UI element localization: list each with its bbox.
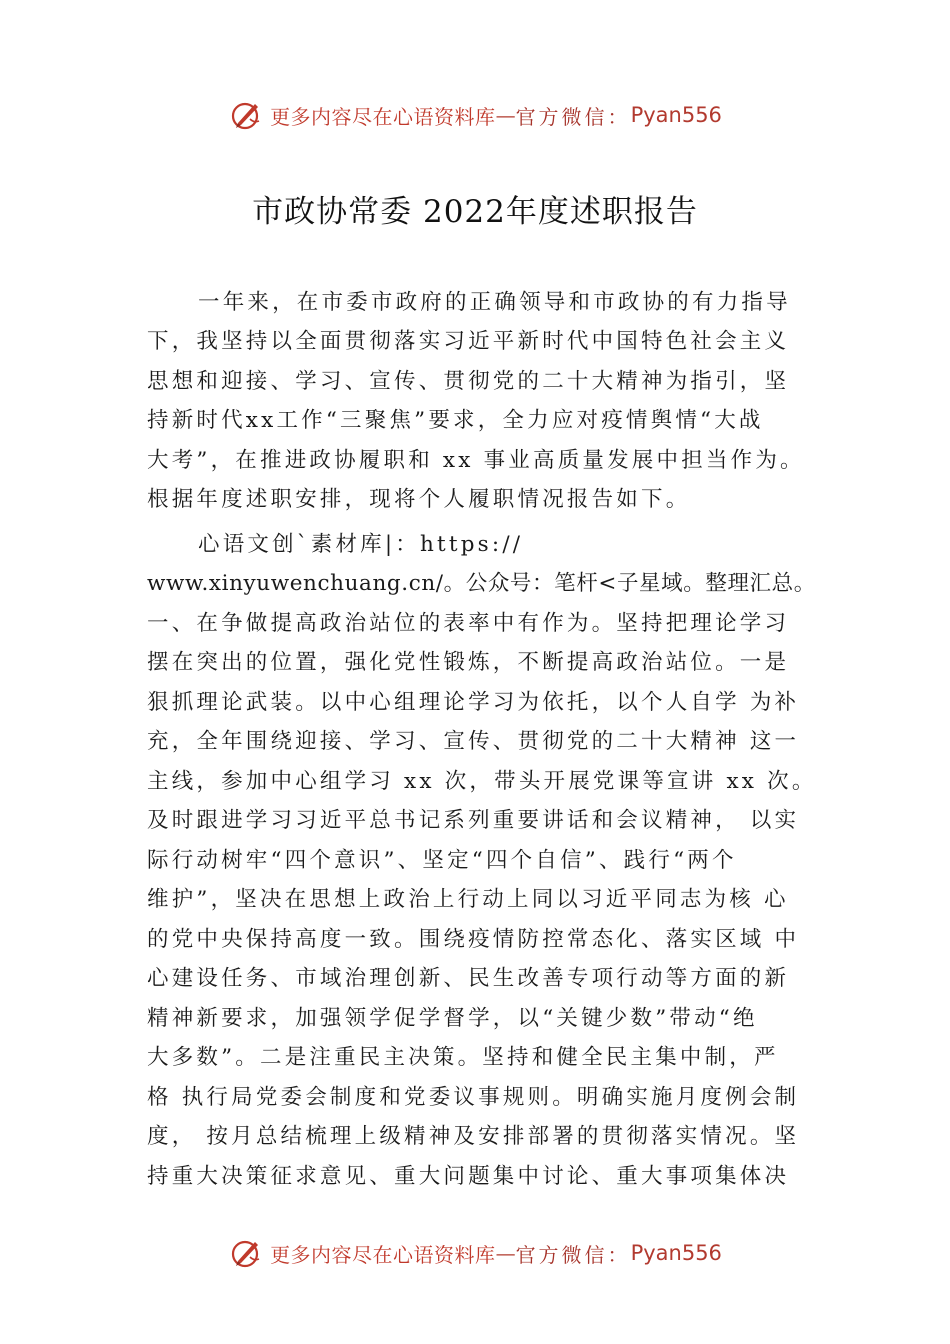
banner-separator: — xyxy=(495,103,516,127)
body-line: 主线，参加中心组学习 xx 次，带头开展党课等宣讲 xx 次。 xyxy=(147,769,817,794)
body-line: 大多数”。二是注重民主决策。坚持和健全民主集中制，严 xyxy=(147,1045,779,1070)
banner-text: 更多内容尽在心语资料库 xyxy=(270,1242,496,1267)
body-line: 一年来，在市委市政府的正确领导和市政协的有力指导 xyxy=(198,290,791,315)
body-line: 大考”，在推进政协履职和 xx 事业高质量发展中担当作为。 xyxy=(147,448,805,473)
body-line: 格 执行局党委会制度和党委议事规则。明确实施月度例会制 xyxy=(147,1085,800,1110)
body-line: 精神新要求，加强领学促学督学，以“关键少数”带动“绝 xyxy=(147,1006,758,1031)
footer-banner xyxy=(0,1233,950,1273)
body-line: 摆在突出的位置，强化党性锻炼，不断提高政治站位。一是 xyxy=(147,650,790,675)
body-line: 及时跟进学习习近平总书记系列重要讲话和会议精神， 以实 xyxy=(147,808,800,833)
banner-separator: — xyxy=(495,1241,516,1265)
pen-on-circle-icon xyxy=(228,97,264,133)
body-line: 思想和迎接、学习、宣传、贯彻党的二十大精神为指引，坚 xyxy=(147,369,790,394)
body-line: 一、在争做提高政治站位的表率中有作为。坚持把理论学习 xyxy=(147,611,790,636)
wechat-id: Pyan556 xyxy=(630,1241,722,1265)
banner-label: 官方微信： xyxy=(515,1242,631,1267)
body-line: 根据年度述职安排，现将个人履职情况报告如下。 xyxy=(147,487,691,512)
body-line: 心建设任务、市域治理创新、民生改善专项行动等方面的新 xyxy=(147,966,790,991)
wechat-id: Pyan556 xyxy=(630,103,722,127)
body-line: 持重大决策征求意见、重大问题集中讨论、重大事项集体决 xyxy=(147,1164,790,1189)
body-line: 度， 按月总结梳理上级精神及安排部署的贯彻落实情况。坚 xyxy=(147,1124,800,1149)
header-banner xyxy=(0,95,950,135)
body-line: 持新时代xx工作“三聚焦”要求，全力应对疫情舆情“大战 xyxy=(147,408,764,433)
body-line: 际行动树牢“四个意识”、坚定“四个自信”、践行“两个 xyxy=(147,848,737,873)
banner-label: 官方微信： xyxy=(515,104,631,129)
body-line: 的党中央保持高度一致。围绕疫情防控常态化、落实区域 中 xyxy=(147,927,800,952)
page-title: 市政协常委 2022年度述职报告 xyxy=(252,194,698,230)
body-line: 充，全年围绕迎接、学习、宣传、贯彻党的二十大精神 这一 xyxy=(147,729,800,754)
pen-on-circle-icon xyxy=(228,1235,264,1271)
body-line: 下，我坚持以全面贯彻落实习近平新时代中国特色社会主义 xyxy=(147,329,790,354)
banner-text: 更多内容尽在心语资料库 xyxy=(270,104,496,129)
body-line: 狠抓理论武装。以中心组理论学习为依托，以个人自学 为补 xyxy=(147,690,800,715)
body-line: 心语文创`素材库|：https:// xyxy=(198,532,524,557)
body-line: www.xinyuwenchuang.cn/。公众号：笔杆<子星域。整理汇总。 xyxy=(147,571,816,596)
body-line: 维护”，坚决在思想上政治上行动上同以习近平同志为核 心 xyxy=(147,887,789,912)
